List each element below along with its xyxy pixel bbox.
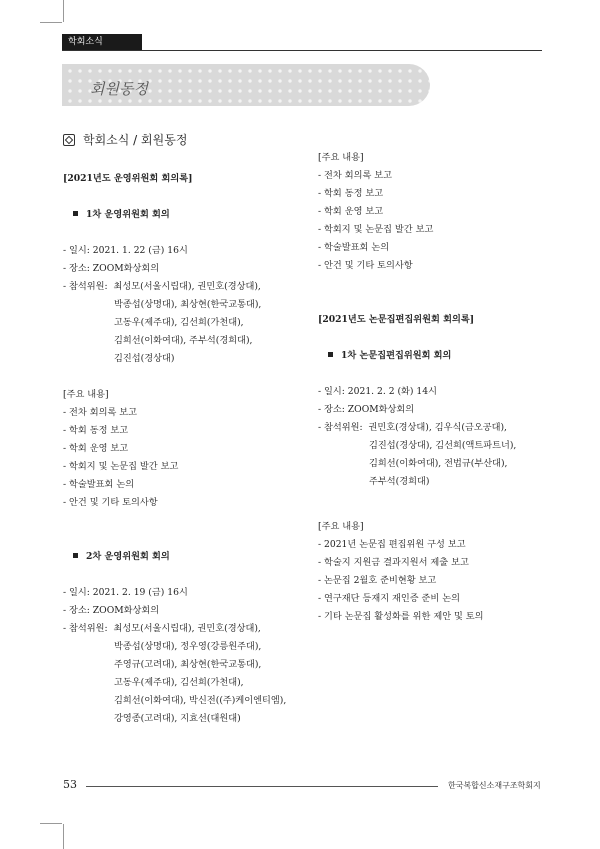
agenda-item: - 학회지 및 논문집 발간 보고	[318, 224, 434, 235]
agenda-item: - 안건 및 기타 토의사항	[318, 260, 413, 271]
agenda-item: - 전차 회의록 보고	[318, 170, 392, 181]
attendees-line: 김희선(이화여대), 전법규(부산대),	[369, 458, 508, 469]
meeting-date: - 일시: 2021. 2. 2 (화) 14시	[318, 386, 437, 397]
attendees-line: 김진섭(경상대), 김선희(액트파트너),	[369, 440, 517, 451]
agenda-title: [주요 내용]	[318, 152, 364, 163]
attendees-line: 김희선(이화여대), 박신전((주)케이엔티엠),	[114, 695, 287, 706]
agenda-item: - 학술지 지원금 결과지원서 제출 보고	[318, 557, 469, 568]
agenda-item: - 논문집 2월호 준비현황 보고	[318, 575, 437, 586]
attendees-line: - 참석위원: 권민호(경상대), 김우식(금오공대),	[318, 422, 507, 433]
attendees-line: - 참석위원: 최성모(서울시립대), 권민호(경상대),	[63, 281, 261, 292]
agenda-title: [주요 내용]	[63, 389, 109, 400]
agenda-item: - 학회 운영 보고	[318, 206, 384, 217]
journal-name: 한국복합신소재구조학회지	[448, 781, 541, 790]
square-bullet-icon	[73, 211, 78, 216]
page-heading-text: 학회소식 / 회원동정	[83, 133, 188, 147]
meeting-date: - 일시: 2021. 1. 22 (금) 16시	[63, 245, 188, 256]
footer-rule	[86, 786, 438, 787]
left-column	[63, 170, 303, 728]
banner-title: 회원동정	[90, 80, 148, 98]
crop-mark	[63, 0, 64, 22]
attendees-line: 주부석(경희대)	[369, 476, 430, 487]
committee-title: [2021년도 운영위원회 회의록]	[63, 173, 193, 184]
attendees-line: 박종섭(상명대), 정우영(강릉원주대),	[114, 641, 262, 652]
diamond-box-icon	[63, 134, 75, 146]
meeting-title: 2차 운영위원회 회의	[63, 548, 303, 566]
agenda-item: - 전차 회의록 보고	[63, 407, 137, 418]
agenda-item: - 2021년 논문집 편집위원 구성 보고	[318, 539, 466, 550]
agenda-item: - 기타 논문집 활성화를 위한 제안 및 토의	[318, 611, 484, 622]
section-tab: 학회소식	[62, 34, 142, 50]
meeting-title: 1차 논문집편집위원회 회의	[318, 347, 548, 365]
square-bullet-icon	[328, 352, 333, 357]
agenda-item: - 연구재단 등재지 재인증 준비 논의	[318, 593, 460, 604]
attendees-line: 고동우(제주대), 김선희(가천대),	[114, 317, 244, 328]
agenda-item: - 학회지 및 논문집 발간 보고	[63, 461, 179, 472]
agenda-item: - 학술발표회 논의	[63, 479, 135, 490]
meeting-title: 1차 운영위원회 회의	[63, 206, 303, 224]
crop-mark	[63, 824, 64, 849]
attendees-line: - 참석위원: 최성모(서울시립대), 권민호(경상대),	[63, 623, 261, 634]
attendees-line: 박종섭(상명대), 최상현(한국교통대),	[114, 299, 262, 310]
page-number: 53	[63, 778, 77, 791]
meeting-place: - 장소: ZOOM화상회의	[318, 404, 415, 415]
attendees-line: 고동우(제주대), 김선희(가천대),	[114, 677, 244, 688]
section-rule	[62, 50, 542, 51]
crop-mark	[40, 22, 62, 23]
agenda-item: - 학회 운영 보고	[63, 443, 129, 454]
agenda-item: - 학술발표회 논의	[318, 242, 390, 253]
agenda-item: - 학회 동정 보고	[318, 188, 384, 199]
right-column	[318, 149, 548, 626]
agenda-item: - 안건 및 기타 토의사항	[63, 497, 158, 508]
agenda-item: - 학회 동정 보고	[63, 425, 129, 436]
attendees-line: 강영종(고려대), 지효선(대원대)	[114, 713, 241, 724]
agenda-title: [주요 내용]	[318, 521, 364, 532]
crop-mark	[40, 823, 62, 824]
attendees-line: 김희선(이화여대), 주부석(경희대),	[114, 335, 253, 346]
attendees-line: 주영규(고려대), 최상현(한국교통대),	[114, 659, 262, 670]
attendees-line: 김진섭(경상대)	[114, 353, 175, 364]
committee-title: [2021년도 논문집편집위원회 회의록]	[318, 314, 475, 325]
meeting-place: - 장소: ZOOM화상회의	[63, 605, 160, 616]
square-bullet-icon	[73, 553, 78, 558]
meeting-date: - 일시: 2021. 2. 19 (금) 16시	[63, 587, 188, 598]
meeting-place: - 장소: ZOOM화상회의	[63, 263, 160, 274]
page-heading	[63, 131, 187, 148]
